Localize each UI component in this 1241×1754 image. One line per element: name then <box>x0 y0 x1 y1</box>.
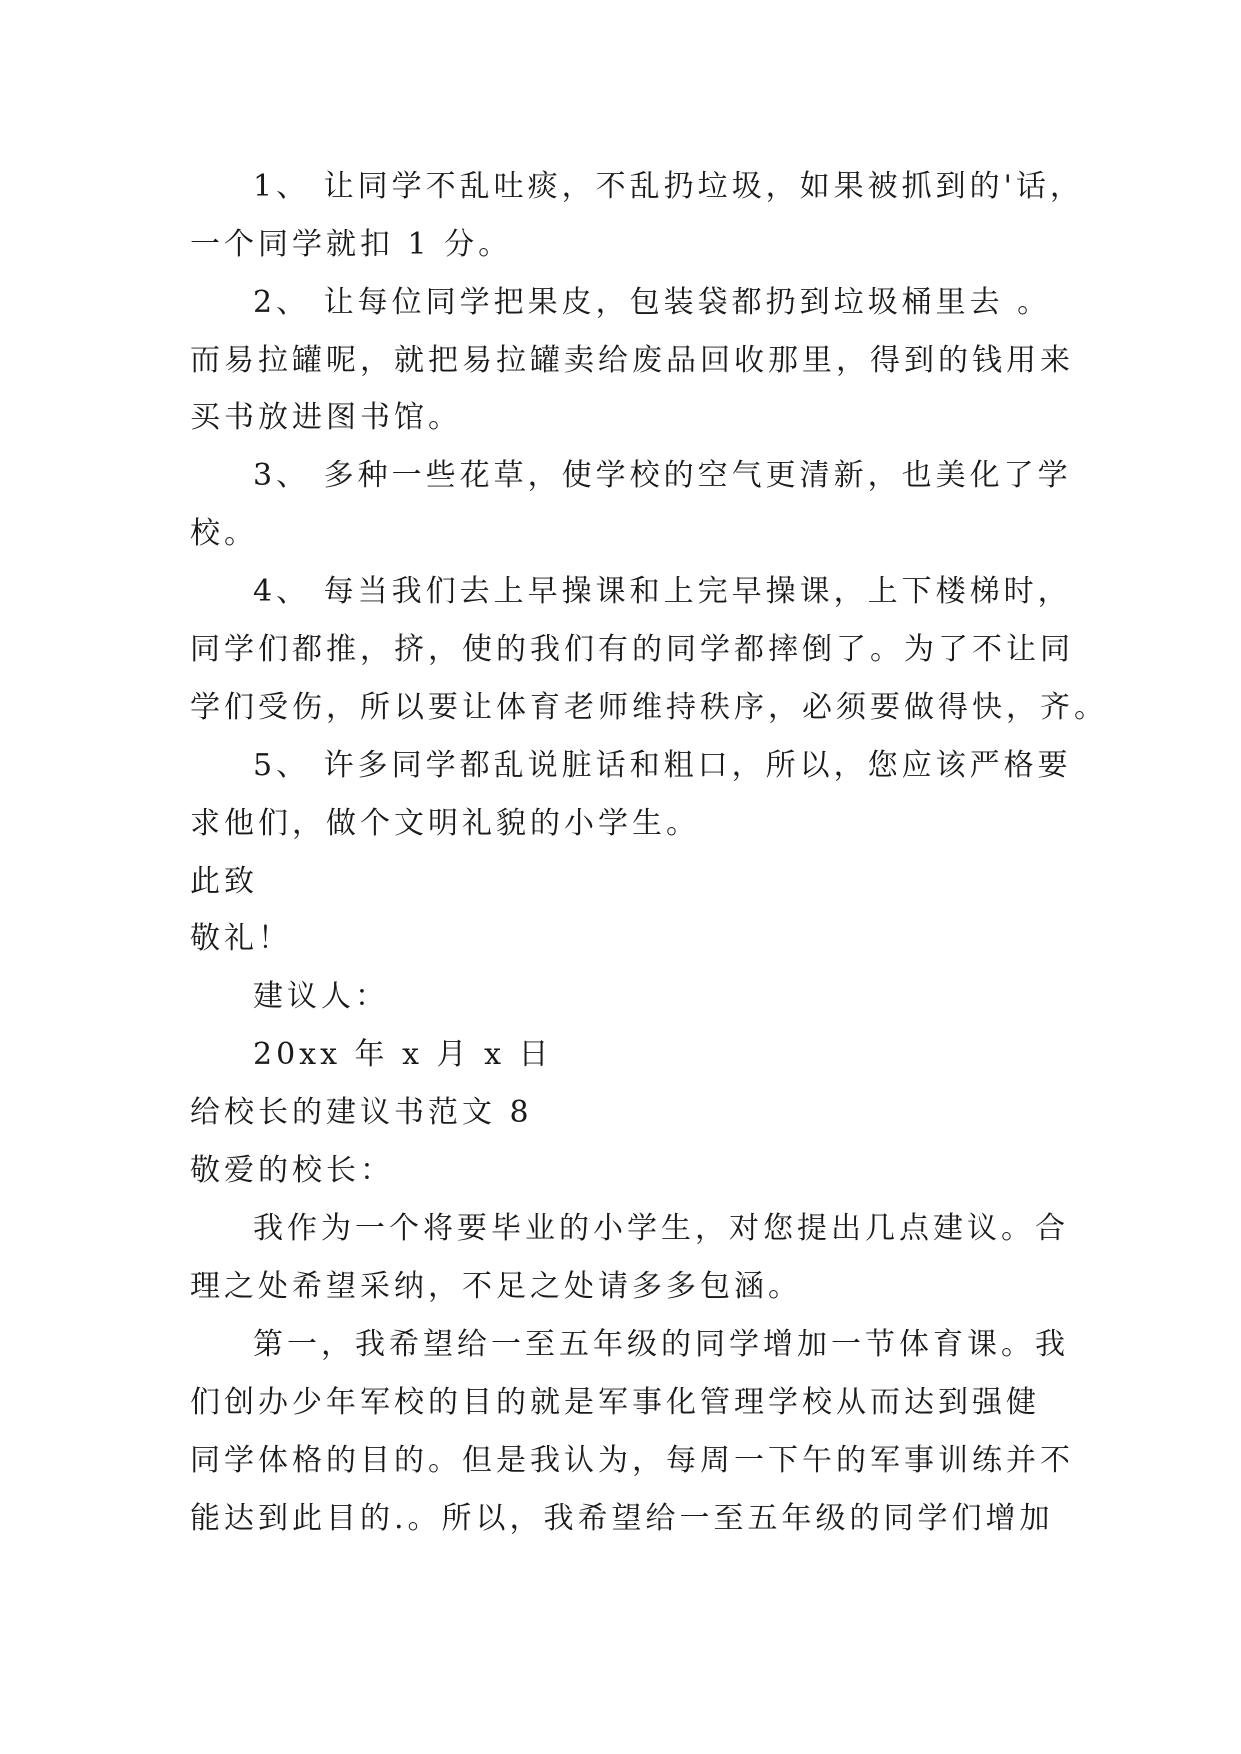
text-line: 校。 <box>190 516 258 551</box>
text-line: 理之处希望采纳，不足之处请多多包涵。 <box>190 1269 802 1304</box>
text-line: 1、 让同学不乱吐痰，不乱扔垃圾，如果被抓到的'话， <box>253 169 1084 204</box>
closing-salutation: 此致 <box>190 864 258 899</box>
text-line: 求他们，做个文明礼貌的小学生。 <box>190 806 700 841</box>
date-line: 20xx 年 x 月 x 日 <box>253 1037 553 1072</box>
text-line: 我作为一个将要毕业的小学生，对您提出几点建议。合 <box>253 1211 1069 1246</box>
text-line: 4、 每当我们去上早操课和上完早操课，上下楼梯时， <box>253 574 1072 609</box>
greeting: 敬爱的校长： <box>190 1153 394 1188</box>
text-line: 第一，我希望给一至五年级的同学增加一节体育课。我 <box>253 1327 1069 1362</box>
text-line: 同学们都推，挤，使的我们有的同学都摔倒了。为了不让同 <box>190 632 1074 667</box>
text-line: 买书放进图书馆。 <box>190 400 462 435</box>
text-line: 而易拉罐呢，就把易拉罐卖给废品回收那里，得到的钱用来 <box>190 343 1074 378</box>
section-title: 给校长的建议书范文 8 <box>190 1095 533 1130</box>
signature-label: 建议人： <box>253 979 389 1014</box>
text-line: 3、 多种一些花草，使学校的空气更清新，也美化了学 <box>253 458 1072 493</box>
text-line: 同学体格的目的。但是我认为，每周一下午的军事训练并不 <box>190 1443 1074 1478</box>
closing-regards: 敬礼！ <box>190 921 292 956</box>
text-line: 5、 许多同学都乱说脏话和粗口，所以，您应该严格要 <box>253 748 1072 783</box>
text-line: 能达到此目的.。所以，我希望给一至五年级的同学们增加 <box>190 1501 1054 1536</box>
text-line: 学们受伤，所以要让体育老师维持秩序，必须要做得快，齐。 <box>190 690 1108 725</box>
text-line: 一个同学就扣 1 分。 <box>190 227 513 262</box>
text-line: 们创办少年军校的目的就是军事化管理学校从而达到强健 <box>190 1385 1040 1420</box>
text-line: 2、 让每位同学把果皮，包装袋都扔到垃圾桶里去 。 <box>253 285 1052 320</box>
